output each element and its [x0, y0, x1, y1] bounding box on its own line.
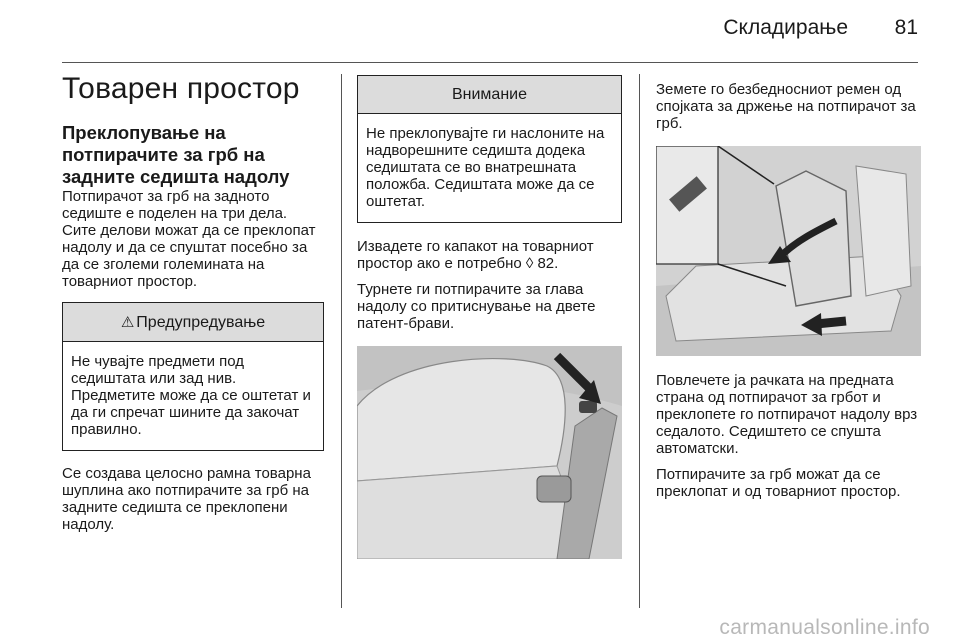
headrest-illustration [357, 346, 622, 559]
page-number: 81 [894, 16, 918, 39]
warning-title: Предупредување [136, 314, 266, 331]
step-fold-from-cargo: Потпирачите за грб можат да се преклопат и од товарниот простор. [656, 466, 901, 500]
note-paragraph: Се создава целосно рамна товарна шуплина ако потпирачите за грб на задните седишта се преклопени надолу. [62, 465, 311, 533]
step-release-belt: Земете го безбедносниот ремен од спојката за држење на потпирачот за грб. [656, 81, 916, 132]
column-3 [656, 81, 921, 500]
column-2 [357, 75, 622, 559]
column-divider-2 [639, 74, 640, 608]
caution-title: Внимание [358, 76, 621, 114]
step-push-headrests: Турнете ги потпирачите за глава надолу со притиснување на двете патент-брави. [357, 281, 596, 332]
caution-box [357, 75, 622, 223]
seat-fold-illustration [656, 146, 921, 356]
section-title: Товарен простор [62, 72, 300, 105]
header-divider [62, 62, 918, 63]
watermark: carmanualsonline.info [719, 616, 930, 639]
warning-box [62, 302, 324, 451]
running-header-title: Складирање [723, 16, 848, 39]
warning-header [63, 303, 323, 342]
column-1 [62, 72, 324, 533]
subsection-title: Преклопување на потпирачите за грб на задните седишта надолу [62, 122, 290, 187]
warning-icon: ⚠ [120, 314, 135, 331]
step-fold-backrest: Повлечете ја рачката на предната страна од потпирачот за грбот и преклопете го потпирачот надолу врз седалото. Седиштето се спушта автоматски. [656, 372, 918, 457]
warning-text: Не чувајте предмети под седиштата или зад нив. Предметите може да се оштетат и да ги спречат шините да закочат правилно. [71, 353, 311, 438]
intro-paragraph: Потпирачот за грб на задното седиште е поделен на три дела. Сите делови можат да се преклопат надолу и да се спуштат посебно за да се зголеми големината на товарниот простор. [62, 188, 316, 290]
caution-text: Не преклопувајте ги наслоните на надворешните седишта додека седиштата се во внатрешната положба. Седиштата може да се оштетат. [366, 125, 605, 210]
step-remove-cover: Извадете го капакот на товарниот простор ако е потребно ◊ 82. [357, 238, 594, 272]
column-divider-1 [341, 74, 342, 608]
